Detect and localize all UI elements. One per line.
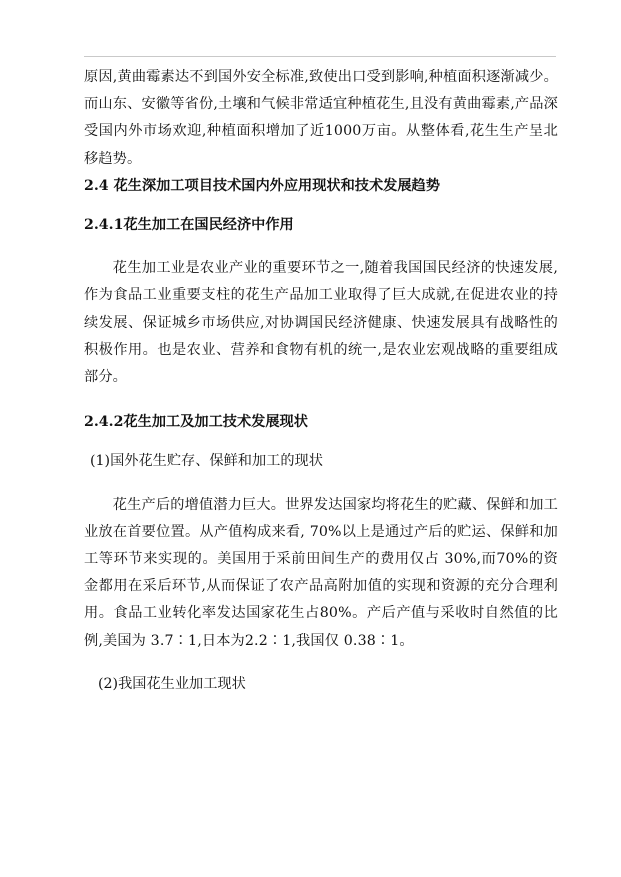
heading-2-4-1: 2.4.1花生加工在国民经济中作用: [84, 217, 294, 234]
document-body: [84, 64, 558, 698]
paragraph-foreign-value: 花生产后的增值潜力巨大。世界发达国家均将花生的贮藏、保鲜和加工业放在首要位置。从产值构成来看, 70%以上是通过产后的贮运、保鲜和加工等环节来实现的。美国用于采前田间生产的费用仅占 30%,而70%的资金都用在采后环节,从而保证了农产品高附加值的实现和资源的充分合理利用。食品工业转化率发达国家花生占80%。产后产值与采收时自然值的比例,美国为 3.7∶1,日本为2.2∶1,我国仅 0.38∶1。: [84, 496, 558, 649]
heading-2-4: 2.4 花生深加工项目技术国内外应用现状和技术发展趋势: [84, 177, 440, 194]
subheading-domestic-status: (2)我国花生业加工现状: [98, 675, 246, 692]
paragraph-processing-role: 花生加工业是农业产业的重要环节之一,随着我国国民经济的快速发展,作为食品工业重要支柱的花生产品加工业取得了巨大成就,在促进农业的持续发展、保证城乡市场供应,对协调国民经济健康、快速发展具有战略性的积极作用。也是农业、营养和食物有机的统一,是农业宏观战略的重要组成部分。: [84, 260, 558, 386]
heading-2-4-2: 2.4.2花生加工及加工技术发展现状: [84, 414, 308, 431]
paragraph-planting-trend: 原因,黄曲霉素达不到国外安全标准,致使出口受到影响,种植面积逐渐减少。而山东、安徽等省份,土壤和气候非常适宜种植花生,且没有黄曲霉素,产品深受国内外市场欢迎,种植面积增加了近1000万亩。从整体看,花生生产呈北移趋势。: [84, 69, 558, 167]
subheading-foreign-status: (1)国外花生贮存、保鲜和加工的现状: [90, 453, 323, 470]
header-rule: [84, 56, 556, 57]
